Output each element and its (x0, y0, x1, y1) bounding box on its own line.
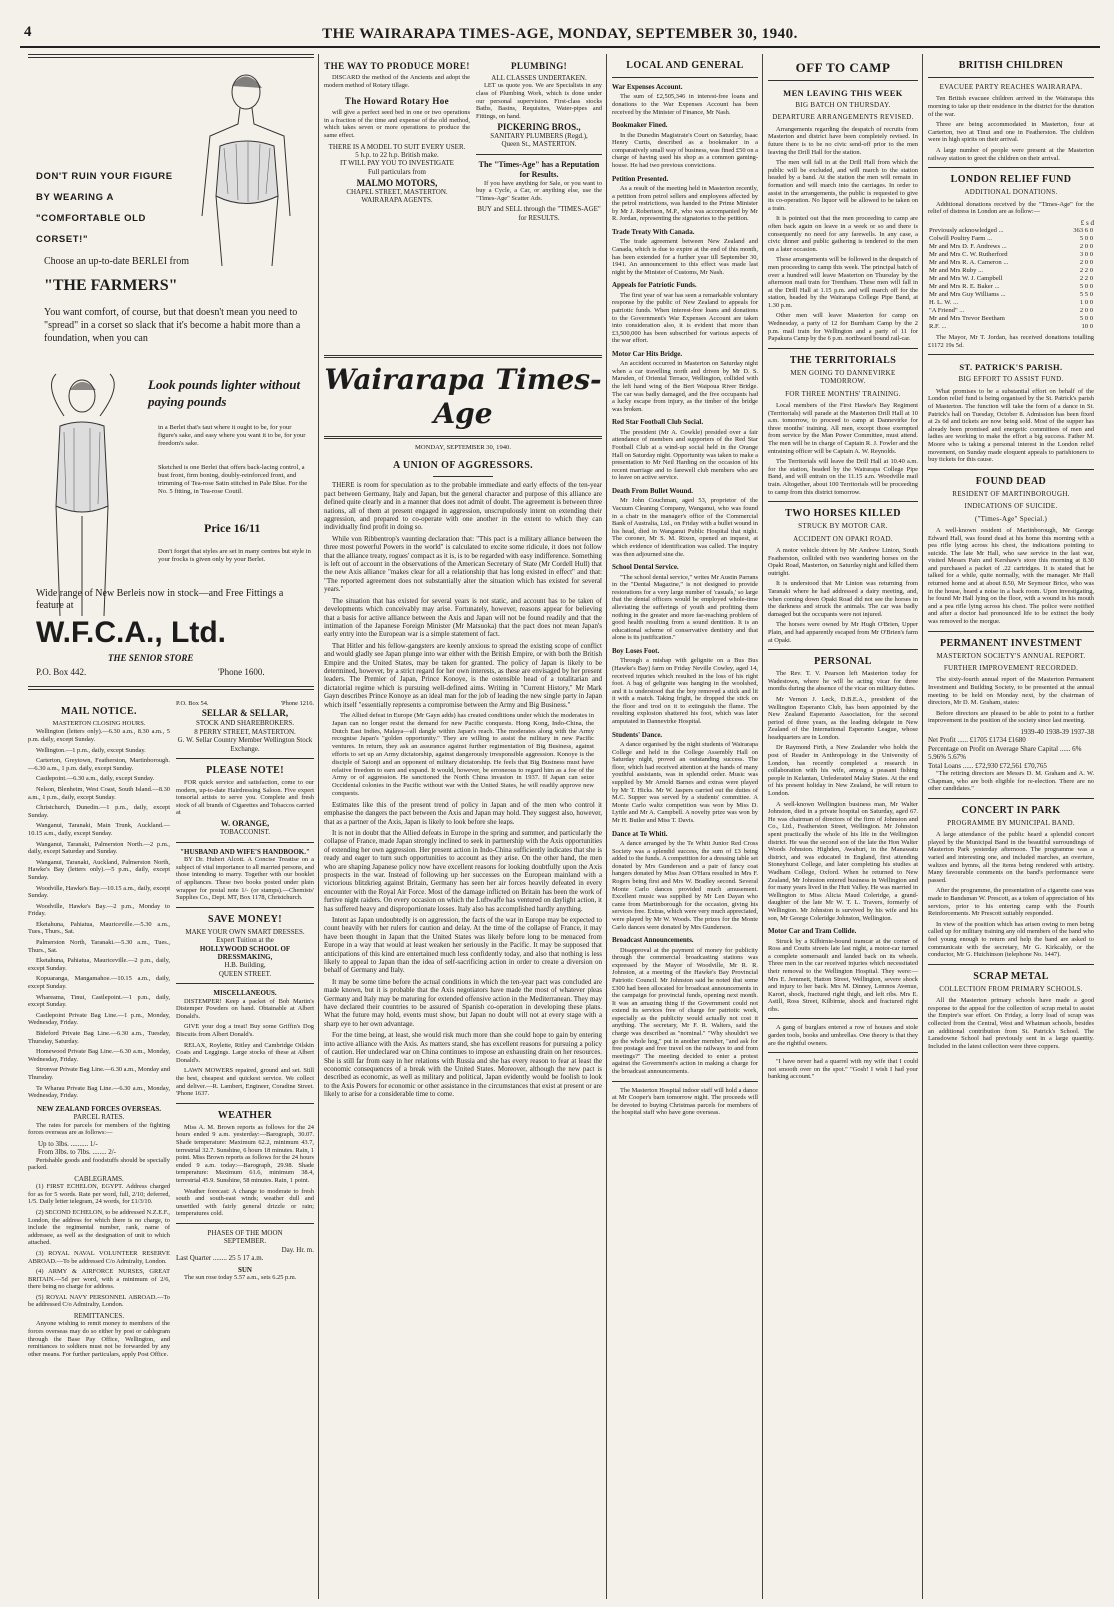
weather-report: Miss A. M. Brown reports as follows for the 24 hours ended 9 a.m. yesterday:—Barograph, 30.07. Shade temperature: Maximum 62.2, minimum 43.7, terrestrial 32.7. Sunshine, 6 hours 18 minutes. Rain, 1 point. Miss Brown reports as follows for the 24 hours ended 9 a.m. today:—Barograph, 29.98. Shade temperature: Maximum 61.6, minimum 38.4, terrestrial 45.9. Sunshine, 58 minutes. Rain, 1 point. (176, 1123, 314, 1184)
pickering-address: Queen St., MASTERTON. (501, 140, 577, 149)
donation-row (928, 307, 1094, 315)
editorial-para: It may be some time before the actual conditions in which the ten-year pact was concluded are made known, but it is probable that the Axis negotiators have made the most of whatever pleas Germany and Italy may be maturing for extended offensive action in the Mediterranean. They may have declared their countries to be assured of Spanish co-operation in developing these plans. What the future may hold, events must show, but Japan no doubt will not at every stage with a sharp eye to her own advantage. (324, 977, 602, 1028)
plumbing-text: LET us quote you. We are Specialists in any class of Plumbing Work, which is done under our personal supervision. First-class stocks Baths, Basins, Requisites, Water-pipes and Fittings, on hand. (476, 82, 602, 120)
hoe-title: THE WAY TO PRODUCE MORE! (324, 61, 470, 71)
plumbing-title: PLUMBING! (510, 61, 568, 71)
donation-amount: 363 6 0 (1073, 227, 1093, 235)
times-ad-slogan: BUY and SELL through the "TIMES-AGE" for RESULTS. (477, 205, 601, 222)
horses-title: TWO HORSES KILLED (785, 508, 901, 520)
tram-head: Motor Car and Tram Collide. (768, 927, 857, 936)
territorials-para: Local members of the First Hawke's Bay Regiment (Territorials) will parade at the Masterton Drill Hall at 10 a.m. tomorrow, to proceed to camp at Dannevirke for three months' training. All men, except those exempted from service by the Man Power Committee, must attend. The men will be in charge of Captain R. J. Fowler and the entraining officer will be Captain A. W. Reynolds. (768, 402, 918, 455)
mail-entry: Eketahuna, Pahiatua, Mauriceville.—5.30 a.m., Tues., Thurs., Sat. (28, 920, 170, 936)
donation-amount: 2 0 0 (1079, 307, 1093, 315)
local-title: LOCAL AND GENERAL (626, 60, 744, 71)
local-item-text: The Masterton Hospital indoor staff will hold a dance at Mr Cooper's barn tomorrow night. The proceeds will be devoted to buying Christmas parcels for members of the hospital staff who have gone overseas. (612, 1086, 758, 1117)
local-items (612, 83, 758, 1117)
local-and-general (612, 54, 758, 1599)
mail-entry: Woodville, Hawke's Bay.—2 p.m., Monday to Friday. (28, 902, 170, 918)
editorial-para: The situation that has existed for several years is not static, and account has to be taken of developments which conceivably may arise. Fortunately, however, reasons appear for believing that a basis for active alliance between the Axis and Japan will not be found readily and that the intimation of the Japanese Foreign Minister (Mr Matsuoka) that the pact does not mean Japan's early entry into the European war is a simple statement of fact. (324, 596, 602, 639)
moon-title: PHASES OF THE MOON (207, 1228, 283, 1237)
times-ad-title: The "Times-Age" has a Reputation for Results. (478, 159, 600, 179)
masthead-title: THE WAIRARAPA TIMES-AGE, MONDAY, SEPTEMBER 30, 1940. (322, 26, 798, 42)
rate-line: From 3lbs. to 7lbs. ........ 2/- (38, 1148, 116, 1157)
rotary-hoe-ad (324, 54, 470, 344)
personal-para: Mr Vernon J. Leck, D.B.E.A., president of the Wellington Esperanto Club, has been appointed by the New Zealand Esperanto Association, for the second period of three years, as the leading delegate in New Zealand of the International Esperanto League, whose headquarters are in London. (768, 695, 918, 741)
found-dead-text: A well-known resident of Martinborough, Mr George Edward Hall, was found dead at his home this morning with a pea rifle lying across his chest, the indications pointing to suicide. The late Mr Hall, who saw service in the last war, visited Messrs Pain and Kershaw's store this morning at 8.30 and purchased a packet of .22 cartridges. It is stated that he talked for a while, quite normally, with the manager. Mr Hall returned home and at about 8.50, Mr Seymour Brice, who was in the house, heard a noise in a back room. Upon investigating, he found Mr Hall lying on the floor, with a wound in his mouth and a pea rifle lying across his chest. The police were notified and after a doctor had pronounced life to be extinct the body was removed to the morgue. (928, 526, 1094, 626)
territorials-para: The Territorials will leave the Drill Hall at 10.40 a.m. for the station, headed by the Wairarapa College Pipe Band, and will entrain on the 11.15 a.m. Woodville mail train. Altogether, about 100 Territorials will be proceeding to camp from this district tomorrow. (768, 458, 918, 496)
london-relief-title: LONDON RELIEF FUND (950, 174, 1072, 186)
donation-amount: 2 2 0 (1079, 275, 1093, 283)
please-note-title: PLEASE NOTE! (206, 765, 284, 777)
mail-entry: Castlepoint.—6.30 a.m., daily, except Sunday. (36, 775, 155, 783)
investment-cols: 1939-40 1938-39 1937-38 (1020, 728, 1094, 736)
sellar-address: 8 PERRY STREET, MASTERTON. (194, 727, 296, 736)
donation-row (928, 235, 1094, 243)
concert-para: A large attendance of the public heard a splendid concert played by the Municipal Band in the beautiful surroundings of Masterton Park yesterday afternoon. The programme was a varied and interesting one, and included marches, an overture, waltzes and hymns, all the items being rendered with artistry. Many favourable comments on the band's performance were passed. (928, 831, 1094, 884)
mail-entry: Te Wharau Private Bag Line.—6.30 a.m., Monday, Wednesday, Friday. (28, 1084, 170, 1100)
concert-para: In view of the position which has arisen owing to men being called up for military training any old members of the band who feel young enough to return and help the band are asked to communicate with the secretary, Mr G. Kirkcaldy, or the conductor, Mr G. Hutchinson (telephone No. 1447). (928, 920, 1094, 959)
editorial-para: THERE is room for speculation as to the probable immediate and early effects of the ten-year pact between Germany, Italy and Japan, but the general character and purpose of this alliance are defined quite clearly and in a manner that does not admit of doubt. The agreement is between three nations, all of them at present engaged in aggression, unscrupulously intent on extending their aggression, and prepared to co-operate with one another in the extent to which they can individually find profit in doing so. (324, 481, 602, 532)
investment-text: The sixty-fourth annual report of the Masterton Permanent Investment and Building Society, to be presented at the annual meeting to be held on Monday next, by the chairman of directors, Mr D. M. Graham, states: (928, 676, 1094, 707)
editorial-date: MONDAY, SEPTEMBER 30, 1940. (415, 444, 511, 451)
save-money-line: Expert Tuition at the (216, 936, 274, 945)
editorial-para: Estimates like this of the present trend of policy in Japan and of the men who control it emphasise the dangers the pact between the Axis and Japan may hold. They suggest also, however, that as a partner of the Axis, Japan is likely to look before she leaps. (324, 800, 602, 826)
investment-sub-2: FURTHER IMPROVEMENT RECORDED. (943, 664, 1079, 673)
donor-name: Previously acknowledged ... (929, 227, 1004, 235)
misc-title: MISCELLANEOUS. (213, 989, 277, 998)
local-item-head: Death From Bullet Wound. (612, 487, 694, 495)
donation-amount: 2 2 0 (1079, 267, 1093, 275)
save-money-line: MAKE YOUR OWN SMART DRESSES. (185, 927, 305, 936)
donor-name: R.F. ... (929, 323, 947, 331)
handbook-text: BY Dr. Hubert Alcott. A Concise Treatise on a subject of vital importance to all married persons, and those intending to marry. Together with our booklet of appliances. These two books posted under plain wrapper for postal note 1/- (or stamps).—Chemists' Supplies Co., Dept. MT, Box 1178, Christchurch. (176, 856, 314, 902)
column-rule (318, 54, 319, 1599)
found-dead-sub: RESIDENT OF MARTINBOROUGH. (952, 489, 1070, 498)
weather-forecast: Weather forecast: A change to moderate to fresh south and south-east winds; weather dull and unsettled with fairly general drizzle or rain; temperatures cold. (176, 1187, 314, 1218)
amount-header: £ s d (1080, 218, 1094, 227)
donation-amount: 5 0 0 (1079, 235, 1093, 243)
local-item-text: As a result of the meeting held in Masterton recently, a petition from petrol sellers and employees affected by the petrol restrictions, was handed to the Prime Minister by Mr J. Robertson, M.P., who was accompanied by Mr R. Jordan, representing the signatories to the petition. (612, 184, 758, 223)
malmo-address: CHAPEL STREET, MASTERTON. (346, 187, 448, 196)
horses-para: It is understood that Mr Linton was returning from Taranaki where he had addressed a dairy meeting, and, when coming down Opaki Road did not see the horses in the darkness and struck the animals. The car was badly damaged but the occupants were not injured. (768, 580, 918, 618)
personal-para: Dr Raymond Firth, a New Zealander who holds the post of Reader in Anthropology in the University of London, has recently completed a research in collaboration with his wife, among a peasant fishing people in Kelantan, Unfederated Malay States. At the end of his present holiday in New Zealand, he will return to London. (768, 744, 918, 798)
hollywood-school: HOLLYWOOD SCHOOL OF DRESSMAKING, (199, 944, 291, 961)
donation-row (928, 259, 1094, 267)
weather-title: WEATHER (217, 1109, 273, 1121)
hoe-intro: DISCARD the method of the Ancients and adopt the modern method of Rotary tillage. (324, 74, 470, 89)
navy-personnel: (5) ROYAL NAVY PERSONNEL ABROAD.—To be addressed C/o Admiralty, London. (28, 1293, 170, 1309)
mail-entry: Carterton, Greytown, Featherston, Martinborough.—6.30 a.m., 1 p.m. daily, except Sunday. (28, 757, 170, 772)
camp-sub-3: DEPARTURE ARRANGEMENTS REVISED. (772, 113, 914, 122)
orange-name: W. ORANGE, (220, 819, 270, 828)
page-number: 4 (24, 24, 32, 40)
masthead (20, 22, 1100, 48)
mail-notice (28, 700, 170, 1595)
mail-entry: Palmerston North, Taranaki.—5.30 a.m., Tues., Thurs., Sat. (28, 939, 170, 954)
sellar-po-box: P.O. Box 54. (176, 700, 209, 707)
hoe-product: The Howard Rotary Hoe (344, 96, 450, 107)
sellar-header (176, 700, 314, 708)
editorial-para: Intent as Japan undoubtedly is on aggression, the facts of the war in Europe may be expected to count heavily with her rulers for caution and delay. At the time of the collapse of France, it may have been thought in Japan that the United States was likely before long to be menaced from Europe in a way that would at least weaken her seriously in the Pacific. It may be supposed that anticipations of this kind are entertained much less confidently today, and also that nothing is less likely to appeal to Japan than the idea of self-sacrificing action in order to create a diversion on behalf of Germany and Italy. (324, 916, 602, 975)
donation-row (928, 251, 1094, 259)
local-item-text: The sum of £2,505,346 in interest-free loans and donations to the War Expenses Account has been received by the Minister of Finance, Mr Nash. (612, 93, 758, 116)
horses-para: A motor vehicle driven by Mr Andrew Linton, South Featherston, collided with two wandering horses on the Opaki Road, Masterton, on Saturday night and killed them outright. (768, 547, 918, 577)
editorial-title: A UNION OF AGGRESSORS. (392, 460, 534, 472)
donation-amount: 5 5 0 (1079, 291, 1093, 299)
mail-entry: Stronvar Private Bag Line.—6.30 a.m., Monday and Thursday. (28, 1066, 170, 1081)
mail-entry: Eketahuna, Pahiatua, Mauriceville.—2 p.m., daily, except Sunday. (28, 957, 170, 972)
donor-name: Colwill Poultry Farm ... (929, 235, 993, 243)
local-item-head: Broadcast Announcements. (612, 936, 694, 945)
st-patricks-sub: BIG EFFORT TO ASSIST FUND. (958, 375, 1064, 384)
found-dead-sub-2: INDICATIONS OF SUICIDE. (964, 502, 1058, 511)
sellar-phone: 'Phone 1216. (280, 700, 314, 707)
echelon-1: (1) FIRST ECHELON, EGYPT. Address charged for as for 5 words. Rate per word, full, 2/10; deferred, 1/5. Daily letter telegram, 24 words, for £1/3/10. (28, 1183, 170, 1206)
local-item-head: War Expenses Account. (612, 83, 683, 91)
parcel-title: PARCEL RATES. (73, 1113, 125, 1122)
donation-amount: 5 0 0 (1079, 315, 1093, 323)
investment-title: PERMANENT INVESTMENT (940, 637, 1082, 649)
mail-entry: Castlepoint Private Bag Line.—1 p.m., Monday, Wednesday, Friday. (28, 1011, 170, 1027)
column-rule (606, 54, 607, 1599)
small-ads (176, 700, 314, 1595)
sellar-name: SELLAR & SELLAR, (201, 708, 289, 719)
perishable-note: Perishable goods and foodstuffs should be specially packed. (28, 1156, 170, 1172)
found-dead-title: FOUND DEAD (975, 475, 1047, 487)
territorials-sub: MEN GOING TO DANNEVIRKE TOMORROW. (790, 368, 896, 386)
sun-title: SUN (237, 1265, 252, 1274)
donation-row (928, 243, 1094, 251)
parcel-intro: The rates for parcels for members of the fighting forces overseas are as follows:— (28, 1121, 170, 1137)
plumbing-ad (476, 54, 602, 344)
donor-name: Mr and Mrs R. E. Baker ... (929, 283, 1000, 291)
army-nurses: (4) ARMY & AIRFORCE NURSES, GREAT BRITAIN.—5d per word, with a minimum of 2/6, there being no charge for address. (28, 1268, 170, 1291)
local-item-head: Motor Car Hits Bridge. (612, 349, 683, 358)
donation-amount: 5 0 0 (1079, 283, 1093, 291)
camp-para: It is pointed out that the men proceeding to camp are often back again on leave in a week or so and there is consequently no need for any farewells. In any case, a civic dinner and public gathering is tendered to the men on a later occasion. (768, 215, 918, 253)
mayor-donations: The Mayor, Mr T. Jordan, has received donations totalling £1172 19s 5d. (928, 334, 1094, 349)
sun-text: The sun rose today 5.57 a.m., sets 6.25 p.m. (184, 1273, 297, 1281)
mail-entry: Wanganui, Taranaki, Auckland, Palmerston North, Hawke's Bay (letters only).—5 p.m., daily, except Sunday. (28, 858, 170, 881)
rate-line: Up to 3lbs. .......... 1/- (38, 1139, 98, 1148)
overseas-title: NEW ZEALAND FORCES OVERSEAS. (37, 1104, 161, 1113)
corset-price: Price 16/11 (204, 521, 261, 535)
pickering-name: PICKERING BROS., (497, 122, 581, 133)
hoe-text: will give a perfect seed bed in one or two operations in a fraction of the time and expense of the old method, which takes seven or more operations to produce the same effect. (324, 109, 470, 139)
concert-sub: PROGRAMME BY MUNICIPAL BAND. (947, 818, 1075, 827)
territorials-title: THE TERRITORIALS (789, 354, 897, 366)
corset-headline: DON'T RUIN YOUR FIGURE BY WEARING A "COMFORTABLE OLD CORSET!" (36, 171, 173, 245)
nameplate: Wairarapa Times-Age (324, 363, 602, 430)
horses-sub-2: ACCIDENT ON OPAKI ROAD. (793, 534, 893, 543)
ad-border (28, 686, 314, 690)
donation-amount: 2 0 0 (1079, 259, 1093, 267)
camp-sub-2: BIG BATCH ON THURSDAY. (795, 101, 891, 109)
camp-para: Other men will leave Masterton for camp on Wednesday, a party of 12 for Burnham Camp by the 2 p.m. mail train for Wellington and a party of 11 for Papakura Camp by the 6 p.m. northward bound rail-car. (768, 312, 918, 343)
camp-title: OFF TO CAMP (795, 60, 891, 75)
orange-trade: TOBACCONIST. (219, 828, 271, 837)
local-item-head: Petition Presented. (612, 174, 669, 183)
found-dead-special: ("Times-Age" Special.) (974, 514, 1048, 523)
malmo-name: MALMO MOTORS, (356, 178, 438, 189)
corset-ad (28, 54, 314, 694)
mail-entry: Wanganui, Taranaki, Main Trunk, Auckland.—10.15 a.m., daily, except Sunday. (28, 822, 170, 837)
mail-notice-title: MAIL NOTICE. (61, 706, 137, 717)
investment-text: Before directors are pleased to be able to point to a further improvement in the position of the society since last meeting. (928, 709, 1094, 725)
editorial-para: That Hitler and his fellow-gangsters are keenly anxious to spread the existing scope of conflict and would gladly see Japan plunge into war either with the British Empire, or with both the British Empire and the United States, may be taken for granted. The policy of Japan is likely to be determined, however, by a strict regard for her own interests, as these are envisaged by her present leaders. The Premier of Japan, Prince Konoye, is the ostensible head of a totalitarian and dictatorial regime which is pursuing well-defined aims. Writing in "Current History," Mr Mark Gayn describes Prince Konoye as an ideal man for the job of leading the new single party in Japan which itself "essentially represents a compromise between the Army and Big Business." (324, 641, 602, 709)
camp-para: Arrangements regarding the despatch of recruits from Masterton and district have been completely revised. In future there is to be no civic send-off prior to the men leaving the Drill Hall for the station. (768, 125, 918, 156)
st-patricks-text: What promises to be a substantial effort on behalf of the London relief fund is being organised by the St. Patrick's parish of Masterton. The function will take the form of a dance in St. Patrick's hall on Tuesday, October 8. Admission has been fixed at 2s 6d and tickets are now being sold. Most of the supper has already been promised and energetic committees of men and ladies are working to make the effort a big success. Father M. Moore who is taking a personal interest in the London relief movement, on Sunday made eloquent appeals to parishioners to buy tickets for this cause. (928, 387, 1094, 464)
local-item-text: Through a mishap with gelignite on a Bus Bus (Hawke's Bay) farm on Friday Neville Cowley, aged 14, received injuries which resulted in the loss of his right foot. A bag of gelignite was hanging in the woolshed, and it is understood that the boy removed a stick and lit it with a match. Taking fright, he dropped the stick on the floor and trod on it to extinguish the flame. The resulting explosion shattered his foot, which was later amputated in Dannevirke Hospital. (612, 657, 758, 726)
donation-row (928, 315, 1094, 323)
mail-entry: Whareama, Tinui, Castlepoint.—1 p.m., daily, except Sunday. (28, 993, 170, 1009)
local-item-text: The first year of war has seen a remarkable voluntary response by the public of New Zealand to appeals for patriotic funds. When interest-free loans and donations to the Government's War Expenses Account are taken into consideration also, it is evident that more than £3,500,000 has been subscribed for various aspects of the war effort. (612, 291, 758, 345)
local-item-head: Appeals for Patriotic Funds. (612, 281, 697, 290)
corset-illustration (180, 66, 310, 276)
hoe-line: THERE IS A MODEL TO SUIT EVERY USER. (328, 142, 466, 151)
right-column (928, 54, 1094, 1599)
editorial-quote: The Allied defeat in Europe (Mr Gayn adds) has created conditions under which the moderates in Japan can no longer resist the demand for new Pacific conquests. Hong Kong, Indo-China, the Dutch East Indies, Malaya—all dangle within Japan's reach. The moderates along with the Army recognise Japan's "golden opportunity." They are willing to assist the military in new Pacific ventures. In return, they ask an assurance against further regimentation of Big Business, against efforts to set up an Army dictatorship, against dangerously irresponsible aggression. Konoye is the disciple of Saionji and an opponent of military dictatorship. He feels that Big Business must have relative freedom to earn and expand. It would, however, be erroneous to regard him as a foe of the Army or of aggression. He sanctioned the North China invasion in 1937. If Japan can seize Occidental colonies in the Pacific without war with the United States, he will readily approve new conquests. (332, 711, 594, 797)
editorial (324, 350, 602, 1598)
donor-name: "A Friend" ... (929, 307, 965, 315)
misc-item: DISTEMPER! Keep a packet of Bob Martin's Distemper Powders on hand. Obtainable at Albert Donald's. (176, 997, 314, 1020)
senior-store: THE SENIOR STORE (108, 653, 194, 663)
editorial-para: While von Ribbentrop's vaunting declaration that: "This pact is a military alliance between the three most powerful Powers in the world" is calculated to excite some ridicule, it does not follow that the alliance treaty, rogues' compact as it is, is to be regarded with easy indifference. Something is left out of account in the observations of the American Secretary of State (Mr Cordell Hull) that the new Axis alliance "makes clear for all a relationship that has long existed in effect" and that: "The reported agreement does not substantially alter the situation which has existed for several years." (324, 534, 602, 594)
local-item-text: An accident occurred in Masterton on Saturday night when a car travelling north and driven by Mr D. S. Marsden, of Oriental Terrace, Wellington, collided with the left hand wing of the Bert Waipoua River Bridge. The car was badly damaged, and the five occupants had a lucky escape from injury, as the timber of the bridge was broken. (612, 360, 758, 413)
personal-para: A well-known Wellington business man, Mr Walter Johnston, died in a private hospital on Saturday, aged 67. He was chairman of directors of the firm of Johnston and Co., Ltd., Featherston Street, Wellington. Mr Johnston spent practically the whole of his life in the Wellington district. He was the second son of the late the Hon Walter Woods Johnston. Highden, Awahuri, in the Manawatu district, and was educated in England, first attending Stoneyhurst College, and later completing his studies at Wadham College, Oxford. When he returned to New Zealand, Mr Johnston entered business in Wellington and for many years lived in the Hutt Valley. He was married in Wellington to Miss Alicia Maud Coleridge, a grand-daughter of the late Mr W. T. L. Travers, formerly of Wellington. Mr Johnston is survived by his wife and his son, Mr George Coleridge Johnston, Wellington. (768, 800, 918, 922)
save-money-title: SAVE MONEY! (208, 913, 282, 925)
donation-row (928, 283, 1094, 291)
donation-row (928, 275, 1094, 283)
editorial-para: It is not in doubt that the Allied defeats in Europe in the spring and summer, and particularly the collapse of France, made Japan strongly inclined to seek in partnership with the Axis opportunities of extending her own aggression. Her present action in Indo-China sufficiently indicates that she is ready and eager to turn such opportunities to account as they arise. On the other hand, the men who are shaping Japanese policy now have excellent reasons for looking doubtfully upon the Axis prospects in the war. Instead of following up her successes on the European mainland with a victorious blitzkrieg against Britain, Germany has seen her air forces heavily defeated in every encounter with the Royal Air Force. Most of the damage inflicted on Britain has been the work of furtive night raiders. On every occasion on which the Luftwaffe has ventured on daylight action, it has suffered heavy and disproportionate losses. Italy also has accomplished hardly anything. (324, 828, 602, 913)
investment-row: Net Profit ...... £1705 £1734 £1680 (928, 736, 1026, 745)
donation-row (928, 267, 1094, 275)
scrap-metal-sub: COLLECTION FROM PRIMARY SCHOOLS. (939, 984, 1083, 993)
wfca-phone: 'Phone 1600. (218, 667, 265, 677)
times-ad-text: If you have anything for Sale, or you want to buy a Cycle, a Car, or anything else, use the "Times-Age" Scatter Ads. (476, 179, 602, 202)
please-note-text: FOR quick service and satisfaction, come to our modern, up-to-date Hairdressing Saloon. Five expert tonsorial artists to serve you. Complete and fresh stock of all brands of Cigarettes and Tobaccos carried at (176, 779, 314, 817)
corset-line: Choose an up-to-date BERLEI from (44, 256, 189, 267)
hollywood-street: QUEEN STREET. (218, 969, 272, 978)
donation-row (928, 299, 1094, 307)
sellar-trade: STOCK AND SHAREBROKERS. (195, 719, 295, 728)
donor-name: Mr and Mrs D. F. Andrews ... (929, 243, 1007, 251)
local-item-text: A dance arranged by the Te Whiti Junior Red Cross Society was a splendid success, the sum of £3 being added to the funds. A competition for a dressing table set donated by Mrs Gunderson and a pair of fancy coat hangers donated by Miss Joan O'Hara resulted in Mrs F. Rogers being first and Mrs W. Bradley second. Several Monte Carlo dances provided much amusement. Excellent music was supplied by Mr Len Dayan who came from Martinborough for the occasion, giving his services free. Extras, which were very much appreciated, were played by Mr W. Woods. The prizes for the Monte Carlo dances were donated by Mrs Gunderson. (612, 840, 758, 931)
mail-entry: Wanganui, Taranaki, Palmerston North.—2 p.m., daily, except Saturday and Sunday. (28, 840, 170, 856)
british-children-title: BRITISH CHILDREN (958, 60, 1064, 71)
mail-entry: Homewood Private Bag Line.—6.30 a.m., Monday, Wednesday, Friday. (28, 1048, 170, 1063)
mail-entry: Christchurch, Dunedin.—1 p.m., daily, except Sunday. (28, 804, 170, 819)
donation-amount: 2 0 0 (1079, 243, 1093, 251)
malmo-agents: WAIRARAPA AGENTS. (361, 196, 433, 204)
column-rule (922, 54, 923, 1599)
british-children-para: Three are being accommodated in Masterton, four at Carterton, two at Tinui and one in Featherston. The children were in high spirits on their arrival. (928, 121, 1094, 144)
wfca-po-box: P.O. Box 442. (36, 667, 87, 677)
corset-body: You want comfort, of course, but that doesn't mean you need to "spread" in a corset so slack that it's become a habit more than a foundation, when you can (44, 307, 301, 344)
donor-name: Mr and Mrs C. W. Rutherford (929, 251, 1008, 259)
scrap-metal-title: SCRAP METAL (973, 970, 1049, 982)
local-item-head: Dance at Te Whiti. (612, 829, 668, 838)
local-item-head: Red Star Football Club Social. (612, 418, 704, 427)
hoe-line: IT WILL PAY YOU TO INVESTIGATE (340, 159, 454, 168)
misc-item: GIVE your dog a treat! Buy some Griffin's Dog Biscuits from Albert Donald's. (176, 1023, 314, 1038)
london-relief-intro: Additional donations received by the "Times-Age" for the relief of distress in London are as follow:— (928, 200, 1094, 216)
donor-name: Mr and Mrs Ruby ... (929, 267, 984, 275)
remittances-title: REMITTANCES. (73, 1312, 125, 1321)
camp-sub: MEN LEAVING THIS WEEK (783, 88, 903, 98)
personal-para: The Rev. T. V. Pearson left Masterton today for Wadestown, where he will be acting vicar for three months during the absence of the vicar on military duties. (768, 670, 918, 693)
mail-entry: Nelson, Blenheim, West Coast, South Island.—8.30 a.m., 1 p.m., daily, except Sunday. (28, 785, 170, 801)
investment-row: Total Loans ...... £72,930 £72,561 £70,765 (928, 761, 1047, 770)
corset-body-3: Sketched is one Berlei that offers back-lacing control, a bust front, firm boning, doubly-reinforced front, and trimming of Tea-rose Satin stitched in Pale Blue. For the No. 5 fitting, in Tea-rose Coutil. (158, 464, 308, 495)
corset-slogan: Look pounds lighter without paying pounds (148, 377, 301, 409)
ad-border (28, 54, 314, 58)
local-item-text: "The school dental service," writes Mr Austin Parrans in the "Dental Magazine," is not designed to provide restorations for a very large number of 'casuals,' so large that the dental officers would be employed whole-time alleviating the sufferings of youth and profiting them nothing in the greater and more far-reaching problem of good health resulting from a sound dentition. It is an educational scheme of conservative dentistry and that alone is its justification." (612, 573, 758, 642)
mail-entries (28, 728, 170, 1099)
handbook-title: "HUSBAND AND WIFE'S HANDBOOK." (180, 847, 310, 856)
misc-item: RELAX, Roylette, Ritley and Cambridge Oilskin Coats and Leggings. Large stocks of these at Albert Donald's. (176, 1041, 314, 1064)
mail-entry: Wellington.—1 p.m., daily, except Sunday. (36, 746, 146, 754)
donations-table (928, 227, 1094, 331)
filler-joke: A gang of burglars entered a row of houses and stole garden tools, books and umbrellas. One theory is that they are the rightful owners. (768, 1024, 918, 1047)
donation-amount: 1 0 0 (1079, 299, 1093, 307)
cablegrams-title: CABLEGRAMS. (74, 1174, 124, 1183)
remittances-text: Anyone wishing to remit money to members of the forces overseas may do so either by post or cablegram through the Base Pay Office, Wellington, and remittances to soldiers must not be forwarded by any other means. For further particulars, apply Post Office. (28, 1320, 170, 1358)
local-item-text: In the Dunedin Magistrate's Court on Saturday, Isaac Henry Curtis, described as a bookmaker in a comparatively small way of business, was fined £50 on a charge of having used his shop as a common gaming-house. He had two previous convictions. (612, 131, 758, 169)
mail-entry: Wellington (letters only).—6.30 a.m., 8.30 a.m., 5 p.m. daily, except Sunday. (28, 728, 170, 743)
personal-title: PERSONAL (814, 656, 872, 668)
donor-name: Mr and Mrs W. J. Campbell (929, 275, 1003, 283)
local-item-text: Disapproval at the payment of money for publicity through the commercial broadcasting stations was expressed by the Mayor of Woodville, Mr R. R. Johnston, at a meeting of the Hawke's Bay Provincial Patriotic Council. Mr Johnston said he noted that some £300 had been allocated for broadcast announcements in the campaign for provincial funds, opening next month. It was an amazing thing if the Government could not extend its services free of charge for patriotic work, especially as the publicity would actually not cost it anything. The secretary, Mr F. R. Walters, said the charge was described as "nominal." "Why shouldn't we go the whole hog," put in another member, "and ask for free postage and free travel on the railways to and from meetings?" The meeting decided to enter a protest against the Government's action in making a charge for the broadcast announcements. (612, 946, 758, 1076)
echelon-2: (2) SECOND ECHELON, to be addressed N.Z.E.F., London, the address for which there is no charge, to include the regimental number, rank, name of addressee, as well as the designation of unit to which attached. (28, 1208, 170, 1247)
local-item-head: School Dental Service. (612, 563, 679, 572)
editorial-para: For the time being, at least, she would risk much more than she could hope to gain by entering into active alliance with the Axis. As matters stand, she has excellent reasons for pursuing a policy of caution. Her undeclared war on China continues to impose an exhausting drain on her resources. She is still far from easy in her relations with Russia and she has every reason to fear at least the economic consequences of a break with the United States. Moreover, although the new pact is described as economic, as well as military and political, Japan evidently would be foolish to look to the Axis Powers for economic or other assistance in the circumstances that exist at present or are likely to arise for a considerable time to come. (324, 1031, 602, 1099)
mail-entry: Kopuaranga, Mangamahoe.—10.15 a.m., daily, except Sunday. (28, 975, 170, 991)
donor-name: Mr and Mrs Guy Williams ... (929, 291, 1006, 299)
store-name: "THE FARMERS" (44, 277, 178, 294)
hoe-line: 5 h.p. to 22 h.p. British make. (355, 150, 439, 159)
camp-para: The men will fall in at the Drill Hall from which the public will be excluded, and will march to the station headed by a band. At the station the men will remain in formation and will march into the carriages. In order to assist in the arrangements, the public is requested to give its co-operation. No liquor will be allowed to be taken on a train. (768, 159, 918, 212)
plumbing-sub: ALL CLASSES UNDERTAKEN. (491, 74, 587, 82)
misc-item: LAWN MOWERS repaired, ground and set. Still the best, cheapest and quickest service. We collect and deliver.—R. Lambert, Engineer, Coradine Street. 'Phone 1637. (176, 1067, 314, 1098)
british-children-sub: EVACUEE PARTY REACHES WAIRARAPA. (939, 83, 1083, 91)
local-item-text: The president (Mr A. Cowkle) presided over a fair attendance of members and supporters of the Red Star Football Club at a wind-up social held in the Orange Hall on Saturday night. Opportunity was taken to make a presentation to Mr Neil Harding on the occasion of his recent marriage and to farewell club members who are to leave on active service. (612, 428, 758, 482)
horses-para: The horses were owned by Mr Hugh O'Brien, Upper Plain, and had apparently escaped from Mr O'Brien's farm at Opaki. (768, 621, 918, 644)
wfca-logo: W.F.C.A., Ltd. (36, 616, 226, 649)
personal-para: Struck by a Kilbirnie-bound tramcar at the corner of Ross and Coutts streets late last night, a motor-car turned a complete somersault and landed back on its wheels. Three men in the car received injuries which necessitated their removal to the Wellington Hospital. They were:—Mrs E. Jemmett, Hatton Street, Wellington, severe shock and injury to her back. Mrs M. Dinney, Lemnos Avenue, Karori, shock, fractured right thigh, and left ribs. Mrs E. Astill, Ross Street, Kilbirnie, shock and fractured right ribs. (768, 937, 918, 1013)
moon-col-head: Day. Hr. m. (281, 1245, 314, 1254)
filler-joke: "I have never had a quarrel with my wife that I could not smooth over on the spot." "Gosh! I wish I had your banking account." (768, 1058, 918, 1081)
investment-sub: MASTERTON SOCIETY'S ANNUAL REPORT. (936, 651, 1086, 660)
local-item-head: Boy Loses Foot. (612, 646, 660, 655)
hollywood-bldg: H.B. Building, (224, 961, 266, 970)
horses-sub: STRUCK BY MOTOR CAR. (798, 522, 888, 531)
local-item-head: Trade Treaty With Canada. (612, 227, 695, 236)
camp-column (768, 54, 918, 1599)
donation-row (928, 323, 1094, 331)
local-item-text: A dance organised by the night students of Wairarapa College and held in the College Assembly Hall on Saturday night, proved an outstanding success. The floor, which had received attention at the hands of many youthful assistants, was in splendid order. Music was supplied by Mr Arnold Barnes and extras were played by Mr T. Hicks. Mr W. Jaspers carried out the duties of M.C. Supper was served by a students' committee. A Monte Carlo waltz competition was won by Miss D. Lyttle and Mr A. Campbell. A novelty prize was won by Mr H. Butler and Miss T. Davis. (612, 741, 758, 824)
donation-row (928, 291, 1094, 299)
donor-name: Mr and Mrs R. A. Cameron ... (929, 259, 1009, 267)
closing-hours: MASTERTON CLOSING HOURS. (52, 720, 146, 727)
last-quarter: Last Quarter ........ 25 5 17 a.m. (176, 1254, 264, 1263)
moon-month: SEPTEMBER. (223, 1237, 267, 1246)
concert-title: CONCERT IN PARK (961, 804, 1061, 816)
corset-body-2: in a Berlei that's taut where it ought to be, for your figure's sake, and easy where you want it to be, for your freedom's sake. (158, 424, 306, 447)
donor-name: H. L. W. ... (929, 299, 959, 307)
local-item-text: The trade agreement between New Zealand and Canada, which is due to expire at the end of this month, has been extended for a further year till September 30, 1941. An announcement to this effect was made last night by the Minister of Customs, Mr Nash. (612, 238, 758, 276)
corset-range: Wide range of New Berleis now in stock—and Free Fittings a feature at (36, 588, 284, 611)
corset-body-4: Don't forget that styles are set in many centres but style in your frocks is given only by your Berlei. (158, 548, 311, 563)
london-relief-sub: ADDITIONAL DONATIONS. (964, 188, 1058, 197)
british-children-para: A large number of people were present at the Masterton railway station to greet the children on their arrival. (928, 146, 1094, 162)
mail-entry: Bideford Private Bag Line.—6.30 a.m., Tuesday, Thursday, Saturday. (28, 1030, 170, 1045)
british-children-para: Ten British evacuee children arrived in the Wairarapa this morning to take up their residence in the district for the duration of the war. (928, 95, 1094, 118)
donor-name: Mr and Mrs Trevor Beetham (929, 315, 1005, 323)
investment-retire: "The retiring directors are Messrs D. M. Graham and A. W. Chapman, who are both eligible for re-election. There are no other candidates." (928, 770, 1094, 793)
scrap-metal-text: All the Masterton primary schools have made a good response to the appeal for the collection of scrap metal to assist the Empire's war effort. On Friday, a lorry load of scrap was collected from the Central, West and Whatman schools, besides an additional contribution from St. Patrick's School. The Lansdowne School had previously sent in a large quantity. Included in the latest collection were three coppers. (928, 997, 1094, 1050)
territorials-sub-2: FOR THREE MONTHS' TRAINING. (785, 389, 901, 398)
hoe-line: Full particulars from (368, 167, 426, 176)
investment-row: Percentage on Profit on Average Share Capital ...... 6% 5.96% 5.67% (928, 744, 1082, 762)
local-item-head: Students' Dance. (612, 730, 663, 739)
donation-row (928, 227, 1094, 235)
concert-para: After the programme, the presentation of a cigarette case was made to Bandsman W. Prescott, as a token of appreciation of his services, prior to his entering camp with the Fourth Reinforcements. Mr Prescott suitably responded. (928, 887, 1094, 918)
mail-entry: Woodville, Hawke's Bay.—10.15 a.m., daily, except Sunday. (28, 884, 170, 900)
camp-para: These arrangements will be followed in the despatch of men proceeding to camp this week. The principal batch of over a hundred will leave Masterton on Thursday by the afternoon mail train for Trentham. These men will fall in at the Drill Hall at 1.15 p.m. and will march off for the station, headed by the Wairarapa College Pipe Band, at 1.30 p.m. (768, 256, 918, 309)
misc-items (176, 998, 314, 1098)
column-rule (762, 54, 763, 1599)
pickering-trade: SANITARY PLUMBERS (Regd.), (490, 131, 588, 140)
naval-reserve: (3) ROYAL NAVAL VOLUNTEER RESERVE ABROAD.—To be addressed C/o Admiralty, London. (28, 1249, 170, 1265)
st-patricks-title: ST. PATRICK'S PARISH. (959, 362, 1063, 373)
local-item-head: Bookmaker Fined. (612, 121, 668, 130)
donation-amount: 10 0 (1081, 323, 1093, 331)
sellar-member: G. W. Sellar Country Member Wellington Stock Exchange. (177, 736, 313, 753)
local-item-text: Mr John Couchman, aged 53, proprietor of the Vacuum Cleaning Company, Wanganui, who was found in a chair in the manager's office of the Commercial Bank of Australia, Ltd., on Friday with a bullet wound in his head, died in Wanganui Public Hospital that night. The coroner, Mr S. M. Rixon, opened an inquest, at which evidence of identification was called. The inquiry was then adjourned sine die. (612, 497, 758, 558)
donation-amount: 3 0 0 (1079, 251, 1093, 259)
